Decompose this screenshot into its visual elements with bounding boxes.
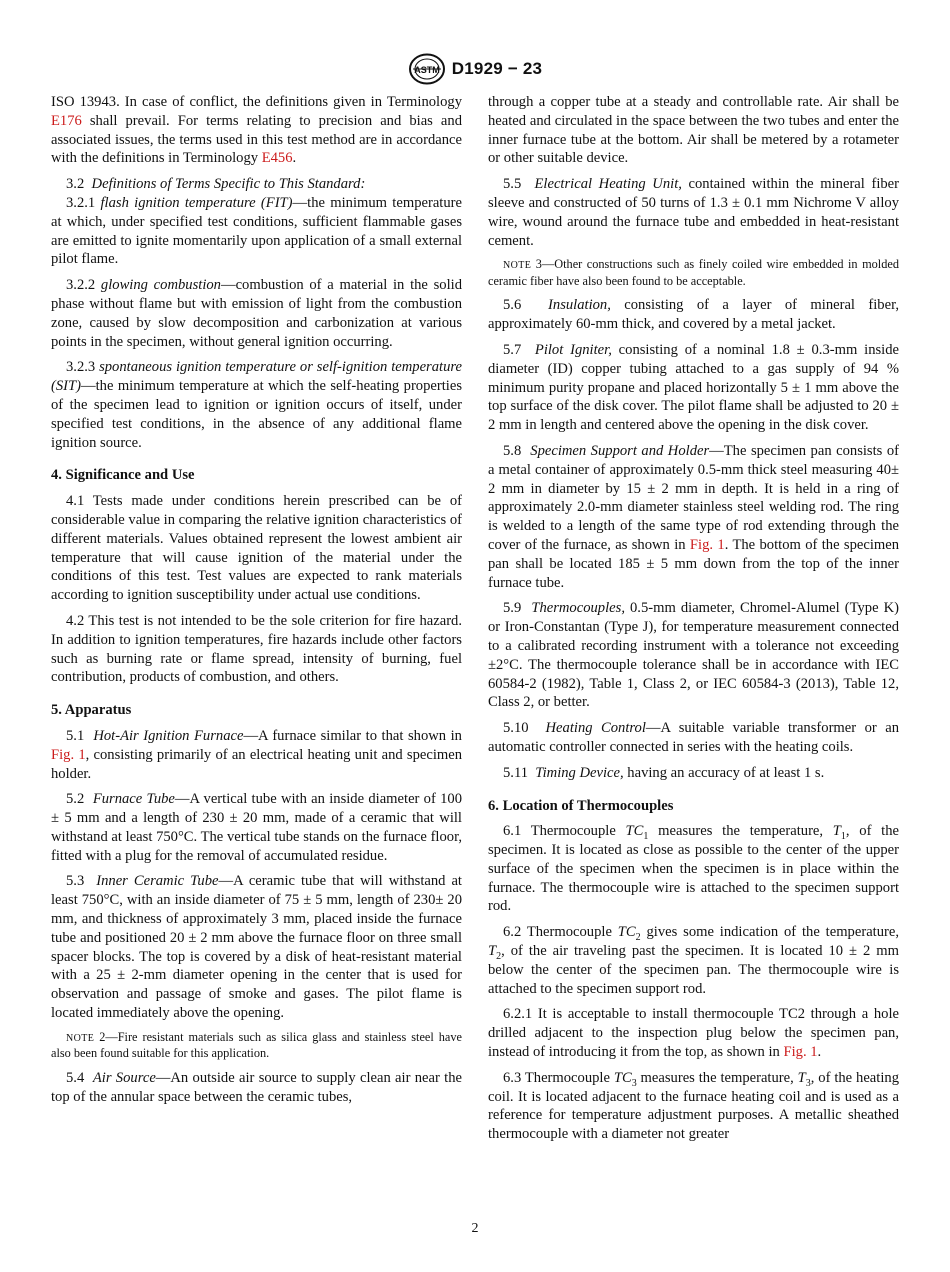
section-5-10: 5.10 Heating Control—A suitable variable transformer or an automatic controller connected in series with the heating coils.	[488, 720, 900, 755]
section-5-5: 5.5 Electrical Heating Unit, contained within the mineral fiber sleeve and constructed of 50 turns of 1.3 ± 0.1 mm Nichrome V alloy wire, wound around the furnace tube and embedded in heat-resistant cement.	[488, 176, 900, 249]
section-6-2-1: 6.2.1 It is acceptable to install thermocouple TC2 through a hole drilled adjacent to the inspection plug below the specimen pan, instead of introducing it from the top, as shown in Fig. 1.	[488, 1006, 899, 1061]
section-5-6: 5.6 Insulation, consisting of a layer of mineral fiber, approximately 60-mm thick, and covered by a metal jacket.	[488, 297, 899, 333]
section-3-2-1: 3.2.1 flash ignition temperature (FIT)—the minimum temperature at which, under specified test conditions, sufficient flammable gases are emitted to ignite momentarily upon application of a small external pilot flame.	[51, 194, 462, 268]
section-5-4-cont: through a copper tube at a steady and controllable rate. Air shall be heated and circulated in the space between the two tubes and enter the inner furnace tube at the bottom. Air shall be metered by a rotameter or other suitable device.	[488, 94, 899, 167]
heading-section-4: 4. Significance and Use	[51, 467, 195, 484]
standard-designation: D1929 − 23	[451, 59, 543, 78]
paragraph-3-1-cont: ISO 13943. In case of conflict, the definitions given in Terminology E176 shall prevail. For terms relating to precision and bias and associated issues, the terms used in this test method are in accordance with the definitions in Terminology E456.	[51, 94, 462, 167]
link-e456[interactable]: E456	[261, 150, 293, 167]
link-fig-1[interactable]: Fig. 1	[51, 746, 86, 763]
section-5-7: 5.7 Pilot Igniter, consisting of a nominal 1.8 ± 0.3-mm inside diameter (ID) copper tubing attached to a gas supply of 94 % minimum purity propane and placed horizontally 5 ± 1 mm above the top surface of the disk cover. The pilot flame shall be adjusted to 20 ± 2 mm in length and centered above the opening in the disk cover.	[488, 341, 899, 434]
astm-logo-icon	[408, 53, 446, 85]
right-column	[488, 93, 899, 1151]
section-6-2: 6.2 Thermocouple $TC_2$ gives some indication of the temperature, $T_2$, of the air traveling past the specimen. It is located 10 ± 2 mm below the center of the specimen pan. The thermocouple wire is attached to the specimen support rod.	[488, 924, 900, 997]
link-fig-1[interactable]: Fig. 1	[689, 536, 725, 553]
heading-section-5: 5. Apparatus	[51, 702, 132, 719]
section-5-3: 5.3 Inner Ceramic Tube—A ceramic tube that will withstand at least 750°C, with an inside diameter of 75 ± 5 mm, length of 230± 20 mm, and thickness of approximately 3 mm, placed inside the furnace tube and positioned 20 ± 2 mm above the furnace floor on three small spacer blocks. The top is covered by a disk of heat-resistant material with a 25 ± 2-mm diameter opening in the center that is used for observation and passage of smoke and gases. The pilot flame is located immediately above the opening.	[51, 873, 462, 1022]
note-2: NOTE 2—Fire resistant materials such as silica glass and stainless steel have also been found suitable for this application.	[51, 1029, 462, 1061]
svg-text:ASTM: ASTM	[414, 65, 440, 75]
section-4-2: 4.2 This test is not intended to be the sole criterion for fire hazard. In addition to ignition temperatures, fire hazards include other factors such as burning rate or flame spread, intensity of burning, fuel contribution, products of combustion, and others.	[51, 612, 462, 686]
page-number: 2	[471, 1221, 479, 1236]
link-fig-1[interactable]: Fig. 1	[783, 1044, 818, 1061]
section-5-4: 5.4 Air Source—An outside air source to supply clean air near the top of the annular space between the ceramic tubes,	[51, 1069, 462, 1105]
section-5-9: 5.9 Thermocouples, 0.5-mm diameter, Chromel-Alumel (Type K) or Iron-Constantan (Type J), for temperature measurement connected to a calibrated recording instrument with a tolerance not exceeding ±2°C. The thermocouple tolerance shall be in accordance with IEC 60584-2 (1982), Table 1, Class 2, or IEC 60584-3 (2013), Table 12, Class 2, or better.	[488, 600, 900, 711]
link-e176[interactable]: E176	[51, 112, 82, 129]
section-5-2: 5.2 Furnace Tube—A vertical tube with an inside diameter of 100 ± 5 mm and a length of 230 ± 20 mm, made of a ceramic that will withstand at least 750°C. The vertical tube stands on the furnace floor, fitted with a plug for the removal of accumulated residue.	[51, 791, 463, 864]
page-header	[0, 53, 950, 85]
section-5-11: 5.11 Timing Device, having an accuracy of at least 1 s.	[503, 764, 825, 781]
section-6-3: 6.3 Thermocouple $TC_3$ measures the temperature, $T_3$, of the heating coil. It is located adjacent to the furnace heating coil and is used as a reference for temperature adjustment purposes. A metallic sheathed thermocouple with a diameter not greater	[488, 1069, 899, 1143]
section-5-1: 5.1 Hot-Air Ignition Furnace—A furnace similar to that shown in Fig. 1, consisting primarily of an electrical heating unit and specimen holder.	[51, 727, 463, 782]
section-3-2-3: 3.2.3 spontaneous ignition temperature or self-ignition temperature (SIT)—the minimum temperature at which the self-heating properties of the specimen lead to ignition or ignition occurs of itself, under specified test conditions, in the absence of any additional flame ignition source.	[51, 359, 462, 451]
section-3-2-2: 3.2.2 glowing combustion—combustion of a material in the solid phase without flame but with emission of light from the combustion zone, caused by slow decomposition and carbonization at various points in the specimen, without general ignition occurring.	[51, 277, 463, 350]
section-5-8: 5.8 Specimen Support and Holder—The specimen pan consists of a metal container of approximately 0.5-mm thick steel measuring 40± 2 mm in diameter by 15 ± 2 mm in depth. It is held in a ring of approximately 2.0-mm diameter stainless steel welding rod. The ring is welded to a length of the same type of rod extending through the cover of the furnace, as shown in Fig. 1. The bottom of the specimen pan shall be located 185 ± 5 mm down from the top of the inner furnace tube.	[488, 442, 900, 591]
section-4-1: 4.1 Tests made under conditions herein prescribed can be of considerable value in comparing the relative ignition characteristics of different materials. Values obtained represent the lowest ambient air temperature that will cause ignition of the material under the conditions of this test. Test values are expected to rank materials according to ignition susceptibility under actual use conditions.	[51, 493, 462, 604]
note-3: NOTE 3—Other constructions such as finely coiled wire embedded in molded ceramic fiber have also been found to be acceptable.	[488, 257, 899, 288]
section-6-1: 6.1 Thermocouple $TC_1$ measures the temperature, $T_1$, of the specimen. It is located as close as possible to the center of the upper surface of the specimen when the specimen is in place within the furnace. The thermocouple wire is attached to the specimen support rod.	[488, 823, 899, 915]
section-3-2: 3.2 Definitions of Terms Specific to This Standard:	[66, 176, 366, 193]
left-column	[51, 93, 462, 1113]
heading-section-6: 6. Location of Thermocouples	[488, 797, 674, 814]
